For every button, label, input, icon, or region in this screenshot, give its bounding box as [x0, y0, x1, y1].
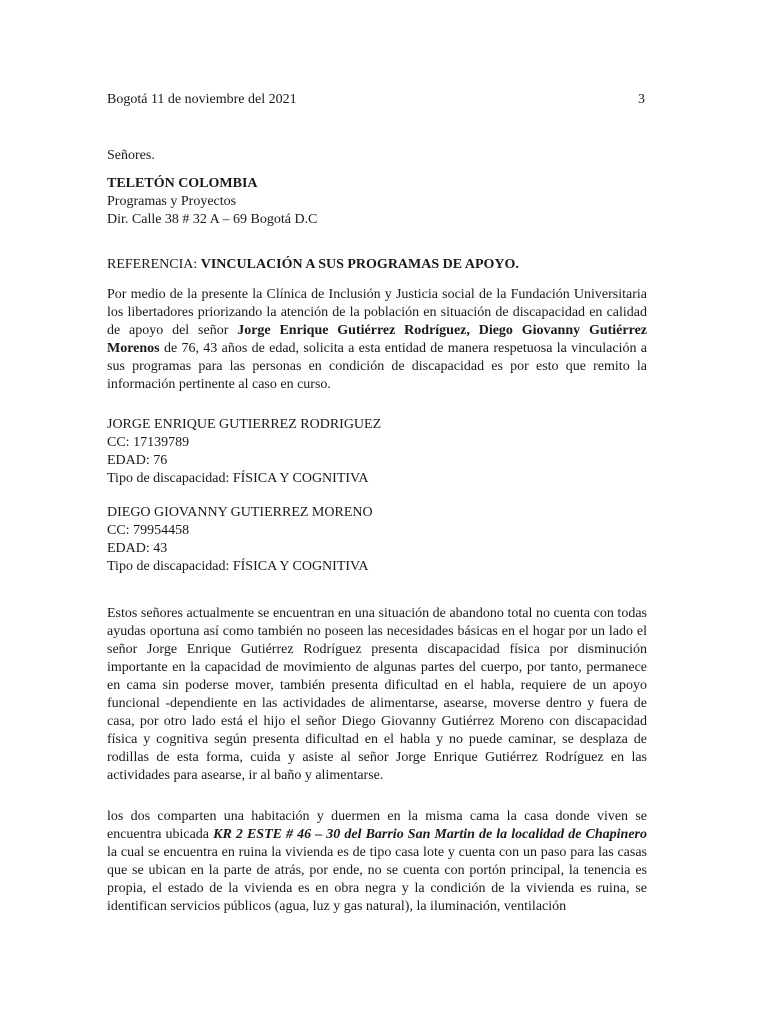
intro-text-2: de 76, 43 años de edad, solicita a esta entidad de manera respetuosa la vinculación a sus programas para las personas en condición de discapacidad es por esto que remito la información pertinente al caso en curso. — [107, 341, 647, 392]
housing-paragraph — [107, 808, 647, 916]
person-disability: Tipo de discapacidad: FÍSICA Y COGNITIVA — [107, 471, 369, 486]
person-block-1 — [107, 416, 647, 488]
person-age: EDAD: 43 — [107, 541, 168, 556]
date-line: Bogotá 11 de noviembre del 2021 — [107, 92, 297, 107]
person-block-2 — [107, 504, 647, 576]
person-name: DIEGO GIOVANNY GUTIERREZ MORENO — [107, 505, 373, 520]
organization-name: TELETÓN COLOMBIA — [107, 176, 258, 191]
address: Dir. Calle 38 # 32 A – 69 Bogotá D.C — [107, 212, 318, 227]
reference-label: REFERENCIA: — [107, 257, 201, 272]
person-disability: Tipo de discapacidad: FÍSICA Y COGNITIVA — [107, 559, 369, 574]
intro-paragraph — [107, 286, 647, 394]
intro-text-1: Por medio de la presente la Clínica de Inclusión y Justicia social de la Fundación Universitaria los libertadores priorizando la atención de la población en situación de discapacidad en calidad de apoyo del señor — [107, 287, 647, 338]
person-cc: CC: 79954458 — [107, 523, 190, 538]
housing-address: KR 2 ESTE # 46 – 30 del Barrio San Martin de la localidad de Chapinero — [213, 827, 647, 842]
recipient-block — [107, 147, 647, 229]
reference-line — [107, 256, 647, 274]
department: Programas y Proyectos — [107, 194, 237, 209]
intro-names: Jorge Enrique Gutiérrez Rodríguez, Diego Giovanny Gutiérrez Morenos — [107, 323, 647, 356]
person-cc: CC: 17139789 — [107, 435, 190, 450]
housing-text-2: la cual se encuentra en ruina la vivienda es de tipo casa lote y cuenta con un paso para las casas que se ubican en la parte de atrás, por ende, no se cuenta con portón principal, la tenencia es propia, el estado de la vivienda es en obra negra y la condición de la vivienda es ruina, se identifican servicios públicos (agua, luz y gas natural), la iluminación, ventilación — [107, 845, 647, 914]
person-name: JORGE ENRIQUE GUTIERREZ RODRIGUEZ — [107, 417, 382, 432]
page-number: 3 — [638, 92, 645, 107]
situation-paragraph: Estos señores actualmente se encuentran en una situación de abandono total no cuenta con todas ayudas oportuna así como también no poseen las necesidades básicas en el hogar por un lado el señor Jorge Enrique Gutiérrez Rodríguez presenta discapacidad física por disminución importante en la capacidad de movimiento de algunas partes del cuerpo, por tanto, permanece en cama sin poderse mover, también presenta dificultad en el habla, requiere de un apoyo funcional -dependiente en las actividades de alimentarse, asearse, moverse dentro y fuera de casa, por otro lado está el hijo el señor Diego Giovanny Gutiérrez Moreno con discapacidad física y cognitiva según presenta dificultad en el habla y no puede caminar, se desplaza de rodillas de esta forma, cuida y asiste al señor Jorge Enrique Gutiérrez Rodríguez en las actividades para asearse, ir al baño y alimentarse. — [107, 606, 647, 783]
letter-header — [107, 91, 647, 109]
housing-text-1: los dos comparten una habitación y duermen en la misma cama la casa donde viven se encuentra ubicada — [107, 809, 647, 842]
person-age: EDAD: 76 — [107, 453, 168, 468]
reference-subject: VINCULACIÓN A SUS PROGRAMAS DE APOYO. — [200, 257, 519, 272]
salutation: Señores. — [107, 148, 155, 163]
